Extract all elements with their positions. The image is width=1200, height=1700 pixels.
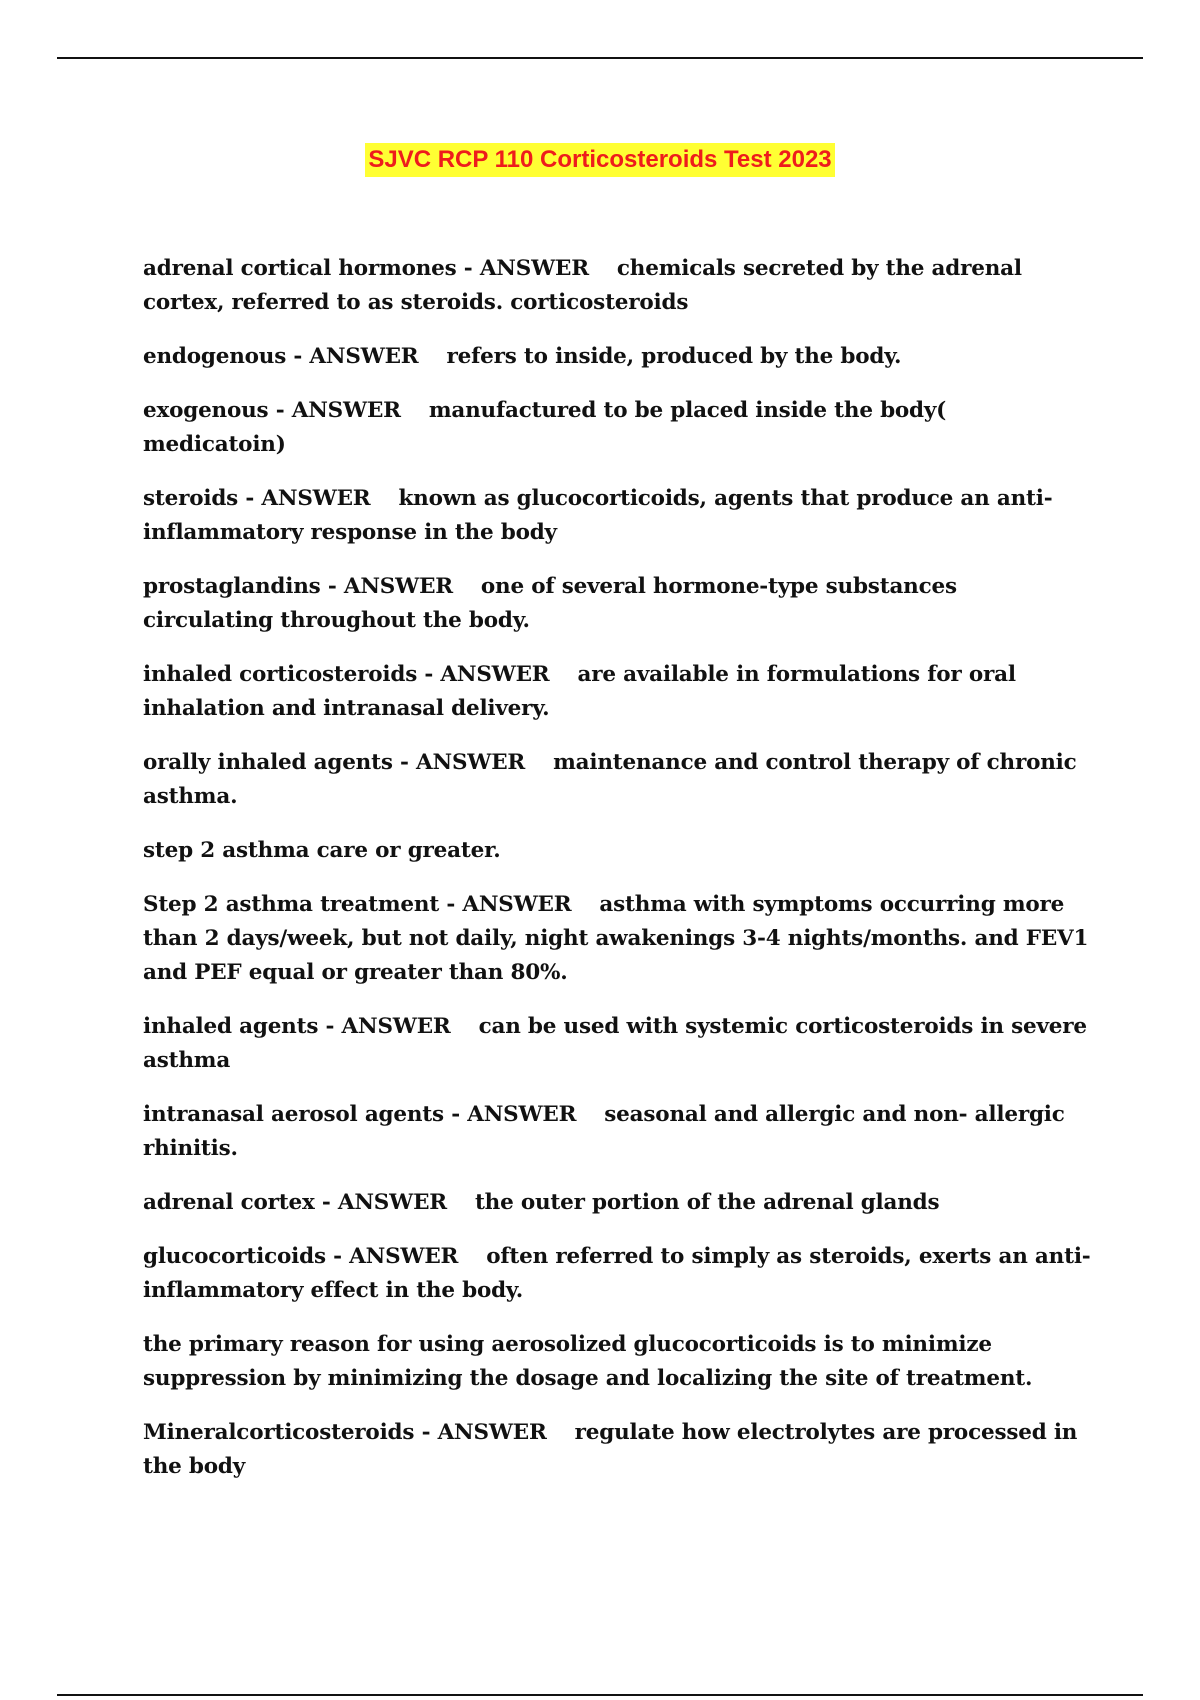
- qa-answer: often referred to simply as steroids, exerts an anti-inflammatory effect in the body.: [143, 1244, 1091, 1303]
- qa-answer: chemicals secreted by the adrenal cortex, referred to as steroids. corticosteroids: [143, 256, 1022, 315]
- qa-entry: [143, 1010, 1093, 1078]
- qa-answer: refers to inside, produced by the body.: [446, 344, 902, 369]
- qa-entry: [143, 834, 1093, 868]
- qa-term: Step 2 asthma treatment - ANSWER: [143, 892, 572, 917]
- qa-term: glucocorticoids - ANSWER: [143, 1244, 459, 1269]
- qa-term: prostaglandins - ANSWER: [143, 574, 453, 599]
- qa-answer: are available in formulations for oral inhalation and intranasal delivery.: [143, 662, 1016, 721]
- qa-entry: [143, 1416, 1093, 1484]
- qa-answer: the outer portion of the adrenal glands: [474, 1190, 940, 1215]
- qa-list: [143, 252, 1093, 1504]
- qa-entry: [143, 1328, 1093, 1396]
- qa-answer: one of several hormone-type substances circulating throughout the body.: [143, 574, 957, 633]
- qa-entry: [143, 340, 1093, 374]
- qa-answer: known as glucocorticoids, agents that produce an anti-inflammatory response in the body: [143, 486, 1053, 545]
- qa-term: inhaled corticosteroids - ANSWER: [143, 662, 550, 687]
- qa-answer: maintenance and control therapy of chronic asthma.: [143, 750, 1077, 809]
- qa-answer: asthma with symptoms occurring more than 2 days/week, but not daily, night awakenings 3-4 nights/months. and FEV1 and PEF equal or greater than 80%.: [143, 892, 1089, 985]
- qa-entry: [143, 888, 1093, 990]
- qa-entry: [143, 570, 1093, 638]
- qa-term: inhaled agents - ANSWER: [143, 1014, 451, 1039]
- qa-entry: [143, 658, 1093, 726]
- qa-term: steroids - ANSWER: [143, 486, 371, 511]
- qa-term: orally inhaled agents - ANSWER: [143, 750, 526, 775]
- qa-term: exogenous - ANSWER: [143, 398, 401, 423]
- qa-answer: manufactured to be placed inside the body( medicatoin): [143, 398, 947, 457]
- bottom-rule: [57, 1694, 1143, 1696]
- title-container: [0, 143, 1200, 177]
- top-rule: [57, 57, 1143, 59]
- qa-entry: [143, 482, 1093, 550]
- qa-answer: the primary reason for using aerosolized glucocorticoids is to minimize suppression by minimizing the dosage and localizing the site of treatment.: [143, 1332, 1033, 1391]
- qa-term: adrenal cortex - ANSWER: [143, 1190, 447, 1215]
- qa-term: intranasal aerosol agents - ANSWER: [143, 1102, 577, 1127]
- document-title: SJVC RCP 110 Corticosteroids Test 2023: [365, 143, 834, 177]
- qa-entry: [143, 252, 1093, 320]
- qa-entry: [143, 1240, 1093, 1308]
- qa-entry: [143, 394, 1093, 462]
- qa-entry: [143, 1098, 1093, 1166]
- qa-entry: [143, 746, 1093, 814]
- qa-term: endogenous - ANSWER: [143, 344, 419, 369]
- qa-answer: seasonal and allergic and non- allergic rhinitis.: [143, 1102, 1065, 1161]
- qa-answer: can be used with systemic corticosteroids in severe asthma: [143, 1014, 1087, 1073]
- qa-answer: regulate how electrolytes are processed in the body: [143, 1420, 1078, 1479]
- qa-term: adrenal cortical hormones - ANSWER: [143, 256, 589, 281]
- qa-answer: step 2 asthma care or greater.: [143, 838, 501, 863]
- qa-entry: [143, 1186, 1093, 1220]
- qa-term: Mineralcorticosteroids - ANSWER: [143, 1420, 547, 1445]
